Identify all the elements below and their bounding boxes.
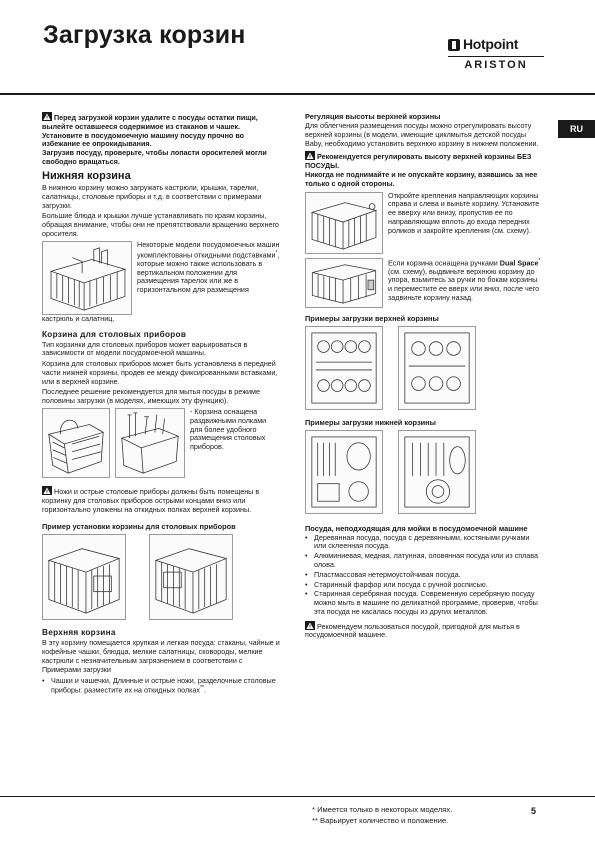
warning-icon xyxy=(305,621,315,630)
height-instructions: Откройте крепления направляющих корзины справа и слева и выньте корзину. Установите ее вверху или внизу, пропустив ее по направляющим вплоть до входа передних роликов и закройте крепления (см. схему). xyxy=(388,190,540,235)
warning-block-1 xyxy=(42,112,280,167)
section-title-height-adjustment: Регуляция высоты верхней корзины xyxy=(305,112,441,121)
warning-text: Ножи и острые столовые приборы должны быть помещены в корзинку для столовых приборов острыми концами вниз или горизонтально уложены на откидных полках верхней корзины. xyxy=(42,487,260,514)
list-item: • Старинный фарфор или посуда с ручной росписью. xyxy=(305,581,543,590)
warning-text: Перед загрузкой корзин удалите с посуды остатки пищи, вылейте оставшееся содержимое из стаканов и чашек. xyxy=(42,113,258,131)
warning-text: Установите в посудомоечную машину посуду прочно во избежание ее опрокидывания. xyxy=(42,130,245,149)
list-item: • Старинная серебряная посуда. Современную серебряную посуду можно мыть в машине по деликатной программе, проверив, чтобы эта посуда не касалась посуды из других металлов. xyxy=(305,590,543,616)
cutlery-example-title: Пример установки корзины для столовых приборов xyxy=(42,522,236,532)
list-item: • Чашки и чашечки, Длинные и острые ножи, разделочные столовые приборы: разместите их на откидных полках**. xyxy=(42,677,280,696)
folding-supports-text: Некоторые модели посудомоечных машин укомплектованы откидными подставками*, которые можно также использовать в вертикальном положении для размещения тарелок или же в горизонтальном для размещения xyxy=(137,239,280,295)
hotpoint-logo-icon xyxy=(448,39,460,51)
logo-sub: ARISTON xyxy=(464,59,528,72)
paragraph: В нижнюю корзину можно загружать кастрюли, крышки, тарелки, салатницы, столовые приборы и т.д. в соответствии с примерами загрузки. xyxy=(42,183,262,210)
examples-upper-title: Примеры загрузки верхней корзины xyxy=(305,313,439,323)
warning-block-4 xyxy=(305,621,543,641)
cutlery-basket-illustration xyxy=(42,408,110,478)
lower-load-example-1 xyxy=(305,430,383,514)
paragraph: В эту корзину помещается хрупкая и легкая посуда: стаканы, чайные и кофейные чашки, блюдца, мелкие салатницы, сковороды, мелкие кастрюли с незначительным загрязнением в соответствии с Примерами загрузки xyxy=(42,638,280,674)
warning-icon xyxy=(42,486,52,495)
warning-block-2 xyxy=(42,486,280,514)
examples-lower-title: Примеры загрузки нижней корзины xyxy=(305,417,436,427)
footer-divider xyxy=(0,796,595,797)
cutlery-example-illustration-1 xyxy=(42,534,126,620)
dual-space-text: Если корзина оснащена ручками Dual Space* (см. схему), выдвиньте верхнюю корзину до упора, взьмитесь за ручки по бокам корзины и переместите ее вверх или вниз, после чего задвиньте корзину назад. xyxy=(388,257,541,303)
section-title-upper-basket: Верхняя корзина xyxy=(42,628,116,638)
paragraph: Большие блюда и крышки лучше устанавливать по краям корзины, обращая внимание, чтобы они не препятствовали вращению верхнего оросителя. xyxy=(42,211,279,238)
paragraph: Корзина для столовых приборов может быть установлена в передней части нижней корзины, продев ее между фиксированными вставками, или в верхней корзине. xyxy=(42,359,278,386)
lower-load-example-2 xyxy=(398,430,476,514)
brand-logo xyxy=(448,36,544,72)
list-item: • Алюминиевая, медная, латунная, оловянная посуда или из сплава олова. xyxy=(305,552,543,570)
paragraph: Последнее решение рекомендуется для мытья посуды в режиме половины загрузки (в моделях, имеющих эту функцию). xyxy=(42,387,260,406)
unsuitable-list xyxy=(305,534,543,617)
cutlery-side-text: - Корзина оснащена раздвижными полками для более удобного размещения столовых приборов. xyxy=(190,407,267,452)
upper-load-example-2 xyxy=(398,326,476,410)
warning-icon xyxy=(42,112,52,121)
section-title-unsuitable: Посуда, неподходящая для мойки в посудомоечной машине xyxy=(305,523,528,533)
footnote: ** Варьирует количество и положение. xyxy=(312,816,449,826)
page-number: 5 xyxy=(531,806,537,816)
lower-basket-illustration xyxy=(42,241,132,315)
dual-space-illustration xyxy=(305,258,383,308)
warning-block-3 xyxy=(305,151,543,188)
paragraph: Для облегчения размещения посуды можно отрегулировать высоту верхней корзины (в модели, имеющие циклмытья детской посуды Baby, необходимо установить верхнюю корзину в нижнем положении. xyxy=(305,121,539,148)
footnotes xyxy=(312,805,452,828)
warning-text: Рекомендуем пользоваться посудой, пригодной для мытья в посудомоечной машине. xyxy=(305,621,520,640)
section-title-lower-basket: Нижняя корзина xyxy=(42,169,131,182)
header-divider xyxy=(0,93,595,95)
cutlery-example-illustration-2 xyxy=(149,534,233,620)
upper-load-example-1 xyxy=(305,326,383,410)
warning-text: Загрузив посуду, проверьте, чтобы лопасти оросителей могли свободно вращаться. xyxy=(42,148,267,166)
paragraph: Тип корзинки для столовых приборов может варьироваться в зависимости от модели посудомоечной машины. xyxy=(42,339,248,358)
upper-basket-list xyxy=(42,677,280,696)
language-tab: RU xyxy=(558,120,595,138)
cutlery-basket-open-illustration xyxy=(115,408,185,478)
basket-rail-illustration xyxy=(305,192,383,254)
logo-brand: Hotpoint xyxy=(463,36,519,52)
left-column xyxy=(42,112,280,696)
paragraph: кастрюль и салатниц. xyxy=(42,313,115,323)
page-title: Загрузка корзин xyxy=(43,21,246,49)
footnote: * Имеется только в некоторых моделях. xyxy=(312,805,453,814)
right-column xyxy=(305,112,543,642)
warning-text: Никогда не поднимайте и не опускайте корзину, взявшись за нее только с одной стороны. xyxy=(305,169,538,188)
warning-icon xyxy=(305,151,315,160)
list-item: • Деревянная посуда, посуда с деревянными, костяными ручками или склеенная посуда. xyxy=(305,534,543,552)
warning-text: Рекомендуется регулировать высоту верхней корзины БЕЗ ПОСУДЫ. xyxy=(305,152,532,171)
list-item: • Пластмассовая нетермоустойчивая посуда. xyxy=(305,571,543,580)
section-title-cutlery-basket: Корзина для столовых приборов xyxy=(42,329,187,339)
